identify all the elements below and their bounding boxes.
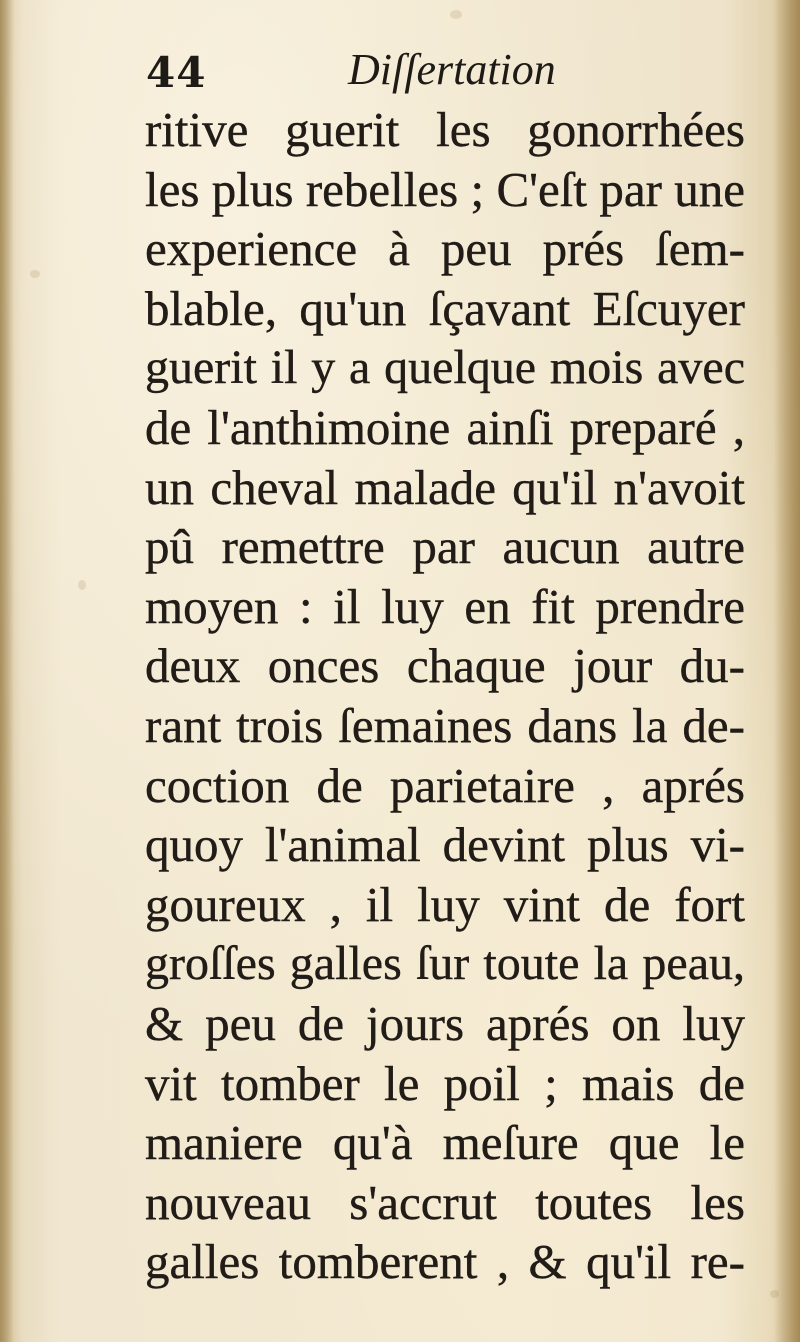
running-title: Diſſertation [348, 45, 556, 94]
body-text [145, 100, 745, 1292]
text-line: coction de parietaire , aprés [145, 757, 745, 813]
text-line: les plus rebelles ; C'eſt par une [145, 161, 745, 217]
paper-stain [770, 1290, 779, 1298]
text-line: maniere qu'à meſure que le [145, 1115, 745, 1171]
text-line: vit tomber le poil ; mais de [145, 1055, 745, 1111]
text-line: rant trois ſemaines dans la de- [145, 697, 745, 753]
page-number: 44 [146, 48, 207, 97]
text-line: guerit il y a quelque mois avec [145, 341, 745, 395]
page-gutter-shadow [0, 0, 14, 1342]
text-line: de l'anthimoine ainſi preparé , [145, 399, 745, 455]
paper-stain [78, 580, 86, 590]
text-line: quoy l'animal devint plus vi- [145, 817, 745, 873]
page-header [146, 44, 746, 104]
text-line: moyen : il luy en fit prendre [145, 578, 745, 634]
text-line: pû remettre par aucun autre [145, 519, 745, 575]
text-line: experience à peu prés ſem- [145, 221, 745, 277]
text-line: goureux , il luy vint de fort [145, 876, 745, 932]
text-line: groſſes galles ſur toute la peau, [145, 937, 745, 991]
text-line: galles tomberent , & qu'il re- [145, 1234, 745, 1290]
text-line: deux onces chaque jour du- [145, 638, 745, 694]
text-line: & peu de jours aprés on luy [145, 995, 745, 1051]
paper-stain [30, 270, 40, 278]
text-line: nouveau s'accrut toutes les [145, 1174, 745, 1230]
text-line: ritive guerit les gonorrhées [145, 102, 745, 157]
paper-stain [450, 10, 462, 19]
text-line: blable, qu'un ſçavant Eſcuyer [145, 280, 745, 336]
page-edge-shadow [774, 0, 800, 1342]
text-line: un cheval malade qu'il n'avoit [145, 459, 745, 515]
